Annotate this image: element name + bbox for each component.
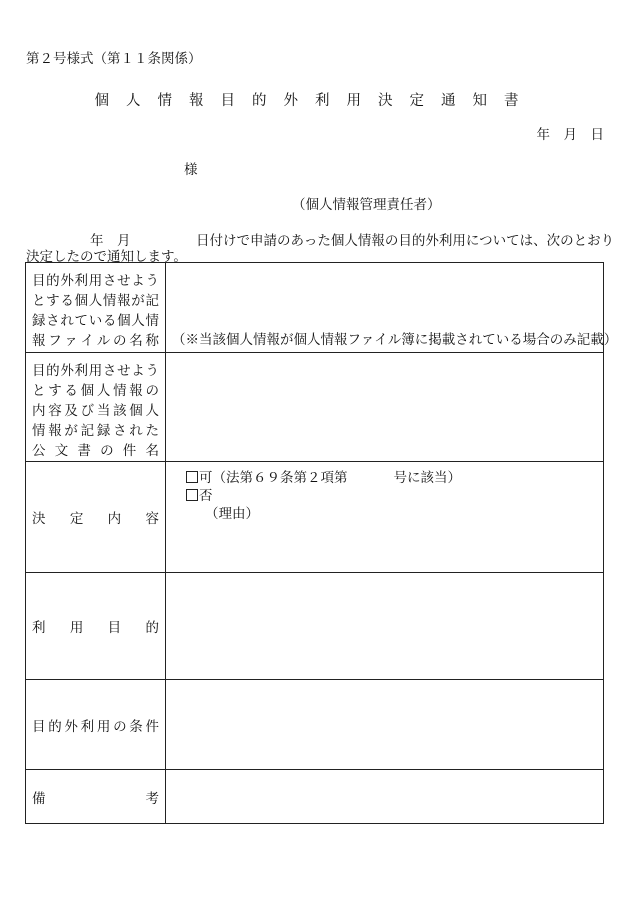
label-decision (26, 462, 166, 573)
value-remarks[interactable] (166, 770, 604, 824)
form-number: 第２号様式（第１１条関係） (26, 51, 202, 67)
option-permit-clause: 号に該当） (393, 470, 461, 486)
manager-title: （個人情報管理責任者） (292, 197, 441, 213)
row-file-name (26, 263, 604, 353)
reason-label: （理由） (205, 506, 259, 522)
label-remarks (26, 770, 166, 824)
label-line: とする個人情報の (32, 383, 159, 399)
label-line: 目的外利用させよう (32, 363, 159, 379)
option-permit-text: 可（法第６９条第２項第 (199, 470, 348, 486)
value-decision (166, 462, 604, 573)
row-purpose (26, 573, 604, 680)
label-line: 報ファイルの名称 (32, 333, 159, 349)
label-line: とする個人情報が記 (32, 293, 159, 309)
label-file-name (26, 263, 166, 353)
file-registry-note: （※当該個人情報が個人情報ファイル簿に掲載されている場合のみ記載） (172, 332, 618, 348)
label-purpose (26, 573, 166, 680)
label-text: 目的外利用の条件 (32, 718, 159, 735)
label-text: 利用目的 (32, 620, 159, 636)
option-permit[interactable] (186, 466, 461, 486)
option-deny[interactable] (186, 484, 213, 504)
value-file-name[interactable] (166, 263, 618, 353)
value-content-subject[interactable] (166, 353, 604, 462)
value-conditions[interactable] (166, 680, 604, 770)
notice-date: 年 月 (90, 233, 131, 249)
label-line: 情報が記録された (32, 423, 159, 439)
option-deny-text: 否 (199, 488, 213, 504)
label-line: 目的外利用させよう (32, 273, 159, 289)
row-remarks (26, 770, 604, 824)
label-conditions (26, 680, 166, 770)
checkbox-permit[interactable] (186, 471, 198, 483)
checkbox-deny[interactable] (186, 489, 198, 501)
date-line: 年 月 日 (536, 127, 604, 143)
document-title: 個人情報目的外利用決定通知書 (94, 93, 536, 109)
notice-text-line2: 決定したので通知します。 (26, 249, 187, 265)
notice-text: 日付けで申請のあった個人情報の目的外利用については、次のとおり (196, 233, 615, 249)
label-text: 備考 (32, 790, 159, 807)
label-text: 決定内容 (32, 511, 159, 527)
row-content-subject (26, 353, 604, 462)
decision-table (25, 262, 618, 824)
label-line: 公文書の件名 (32, 443, 159, 459)
value-purpose[interactable] (166, 573, 604, 680)
label-line: 録されている個人情 (32, 313, 159, 329)
row-conditions (26, 680, 604, 770)
addressee-suffix: 様 (184, 162, 198, 178)
label-line: 内容及び当該個人 (32, 403, 159, 419)
row-decision (26, 462, 604, 573)
label-content-subject (26, 353, 166, 462)
